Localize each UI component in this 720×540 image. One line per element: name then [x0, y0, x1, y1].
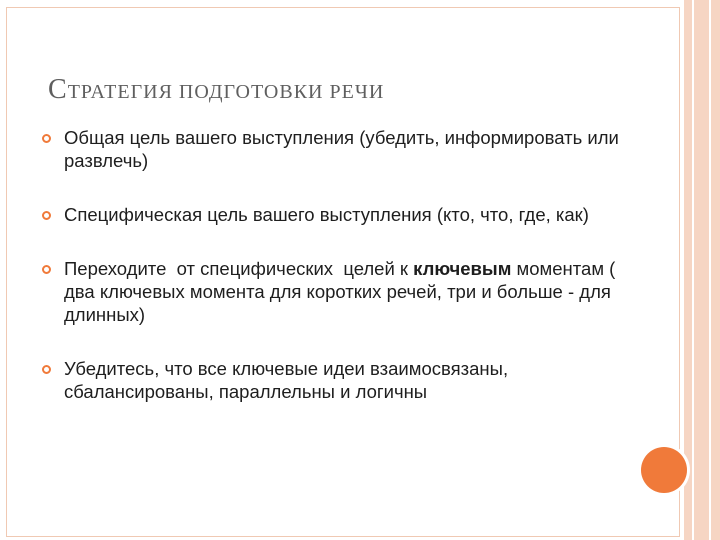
circle-bullet-icon [42, 265, 51, 274]
bullet-text: Специфическая цель вашего выступления (кто, что, где, как) [64, 204, 589, 225]
circle-bullet-icon [42, 365, 51, 374]
bullet-text: Общая цель вашего выступления (убедить, информировать или развлечь) [64, 127, 619, 171]
bullet-item [38, 357, 628, 403]
circle-bullet-icon [42, 134, 51, 143]
bullet-text-after: моментам ( два ключевых момента для коротких речей, три и больше - для длинных) [64, 258, 616, 325]
bullet-text-bold: ключевым [413, 258, 512, 279]
slide-title [48, 74, 384, 106]
bullet-item [38, 126, 628, 172]
bullet-text: Убедитесь, что все ключевые идеи взаимосвязаны, сбалансированы, параллельны и логичны [64, 358, 509, 402]
bullet-item [38, 257, 628, 326]
side-decoration-line [709, 0, 711, 540]
orange-circle-decoration [641, 447, 687, 493]
title-initial: С [48, 74, 68, 105]
bullet-text-before: Переходите от специфических целей к [64, 258, 414, 279]
side-decoration-line [692, 0, 694, 540]
bullet-list [38, 126, 628, 434]
side-decoration-band [684, 0, 720, 540]
bullet-item [38, 203, 628, 226]
circle-bullet-icon [42, 211, 51, 220]
title-rest: ТРАТЕГИЯ ПОДГОТОВКИ РЕЧИ [67, 81, 385, 103]
